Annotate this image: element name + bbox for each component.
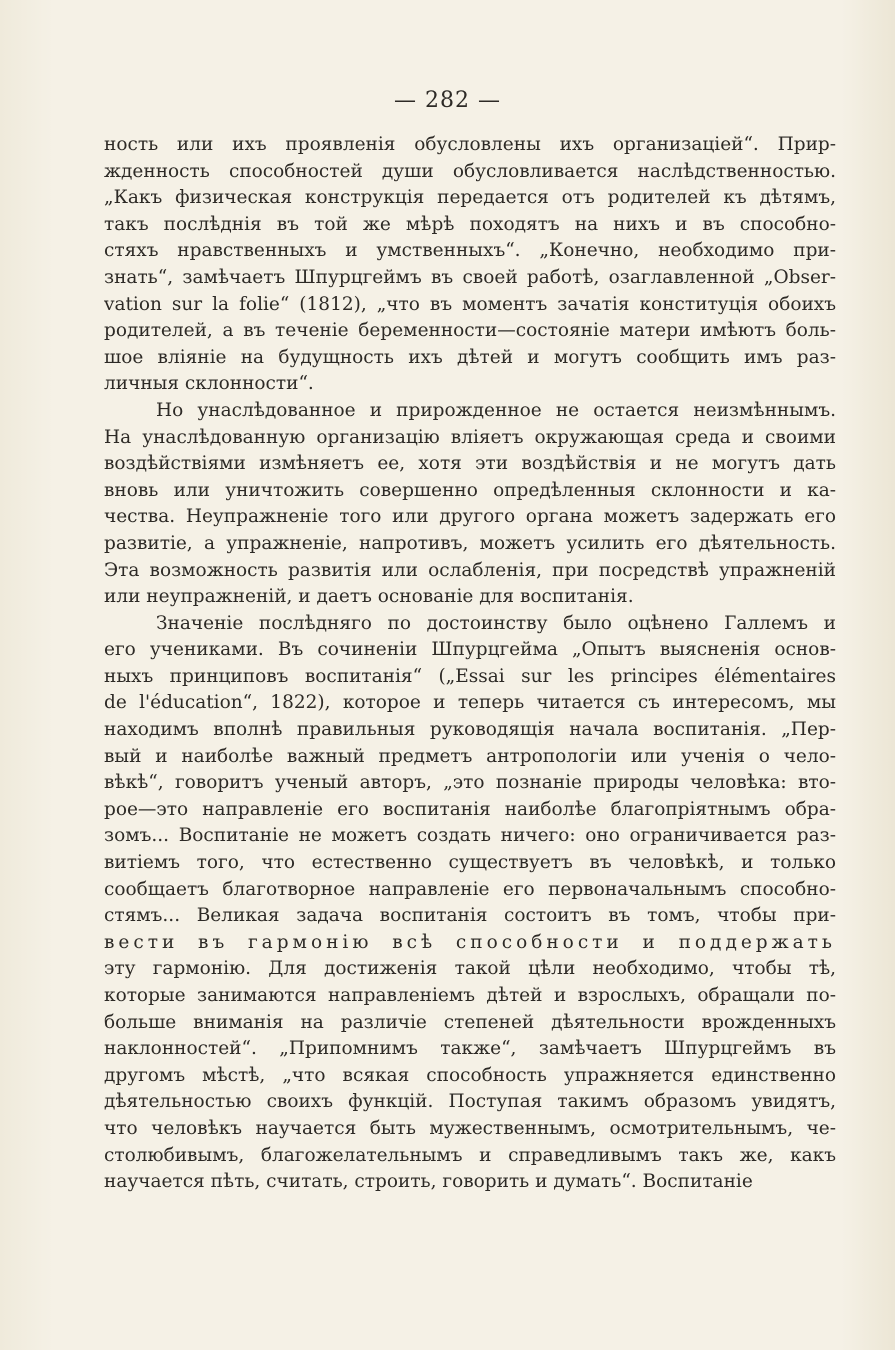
- text-line: ныхъ принциповъ воспитанія“ („Essai sur les principes élémentaires: [104, 665, 836, 687]
- text-line: дѣятельностью своихъ функцій. Поступая такимъ образомъ увидятъ,: [104, 1091, 836, 1113]
- text-line: или неупражненій, и даетъ основаніе для воспитанія.: [104, 586, 634, 608]
- paragraph: [104, 398, 836, 611]
- text-line: Эта возможность развитія или ослабленія, при посредствѣ упражненій: [104, 559, 836, 581]
- text-line: эту гармонію. Для достиженія такой цѣли необходимо, чтобы тѣ,: [104, 958, 836, 980]
- text-line: витіемъ того, что естественно существуетъ въ человѣкѣ, и только: [104, 852, 836, 874]
- page-number: — 282 —: [394, 88, 501, 113]
- text-line: de l'éducation“, 1822), которое и теперь читается съ интересомъ, мы: [104, 692, 836, 714]
- text-line: находимъ вполнѣ правильныя руководящія начала воспитанія. „Пер-: [104, 719, 836, 741]
- text-line: стяхъ нравственныхъ и умственныхъ“. „Конечно, необходимо при-: [104, 240, 836, 262]
- text-line: На унаслѣдованную организацію вліяетъ окружающая среда и своими: [104, 426, 836, 448]
- text-line: родителей, а въ теченіе беременности—состояніе матери имѣютъ боль-: [104, 320, 836, 342]
- text-line: чества. Неупражненіе того или другого органа можетъ задержать его: [104, 506, 836, 528]
- text-line: знать“, замѣчаетъ Шпурцгеймъ въ своей работѣ, озаглавленной „Obser-: [104, 266, 836, 288]
- text-line: его учениками. Въ сочиненіи Шпурцгейма „Опытъ выясненія основ-: [104, 639, 836, 661]
- text-line: которые занимаются направленіемъ дѣтей и взрослыхъ, обращали по-: [104, 985, 836, 1006]
- text-line: ность или ихъ проявленія обусловлены ихъ организаціей“. Прир-: [104, 134, 836, 155]
- text-line: зомъ... Воспитаніе не можетъ создать ничего: оно ограничивается раз-: [104, 825, 836, 847]
- text-line: Значеніе послѣдняго по достоинству было оцѣнено Галлемъ и: [156, 612, 836, 634]
- text-line: Но унаслѣдованное и прирожденное не остается неизмѣннымъ.: [156, 399, 836, 421]
- text-line: такъ послѣднія въ той же мѣрѣ походятъ на нихъ и въ способно-: [104, 213, 836, 235]
- text-line: вѣкѣ“, говоритъ ученый авторъ, „это познаніе природы человѣка: вто-: [104, 772, 836, 794]
- text-line: наклонностей“. „Припомнимъ также“, замѣчаетъ Шпурцгеймъ въ: [104, 1038, 836, 1060]
- text-line: стямъ... Великая задача воспитанія состоитъ въ томъ, чтобы при-: [104, 905, 836, 927]
- text-line: больше вниманія на различіе степеней дѣятельности врожденныхъ: [104, 1011, 836, 1033]
- text-line: вести въ гармонію всѣ способности и поддержать: [104, 931, 836, 953]
- body-text: [104, 132, 836, 1196]
- paragraph: [104, 611, 836, 1196]
- text-line: рое—это направленіе его воспитанія наиболѣе благопріятнымъ обра-: [104, 798, 836, 820]
- text-line: личныя склонности“.: [104, 373, 314, 395]
- text-line: шое вліяніе на будущность ихъ дѣтей и могутъ сообщить имъ раз-: [104, 346, 836, 368]
- text-line: vation sur la folie“ (1812), „что въ моментъ зачатія конституція обоихъ: [104, 293, 836, 315]
- paragraph: [104, 132, 836, 398]
- text-line: жденность способностей души обусловливается наслѣдственностью.: [104, 160, 836, 182]
- text-line: „Какъ физическая конструкція передается отъ родителей къ дѣтямъ,: [104, 187, 836, 209]
- text-line: столюбивымъ, благожелательнымъ и справедливымъ такъ же, какъ: [104, 1144, 836, 1166]
- text-line: вый и наиболѣе важный предметъ антропологіи или ученія о чело-: [104, 745, 836, 767]
- text-line: вновь или уничтожить совершенно опредѣленныя склонности и ка-: [104, 479, 836, 501]
- text-line: развитіе, а упражненіе, напротивъ, можетъ усилить его дѣятельность.: [104, 532, 836, 554]
- text-line: сообщаетъ благотворное направленіе его первоначальнымъ способно-: [104, 878, 836, 900]
- text-line: что человѣкъ научается быть мужественнымъ, осмотрительнымъ, че-: [104, 1117, 836, 1139]
- text-line: научается пѣть, считать, строить, говорить и думать“. Воспитаніе: [104, 1171, 753, 1193]
- text-line: воздѣйствіями измѣняетъ ее, хотя эти воздѣйствія и не могутъ дать: [104, 453, 836, 475]
- text-line: другомъ мѣстѣ, „что всякая способность упражняется единственно: [104, 1064, 836, 1086]
